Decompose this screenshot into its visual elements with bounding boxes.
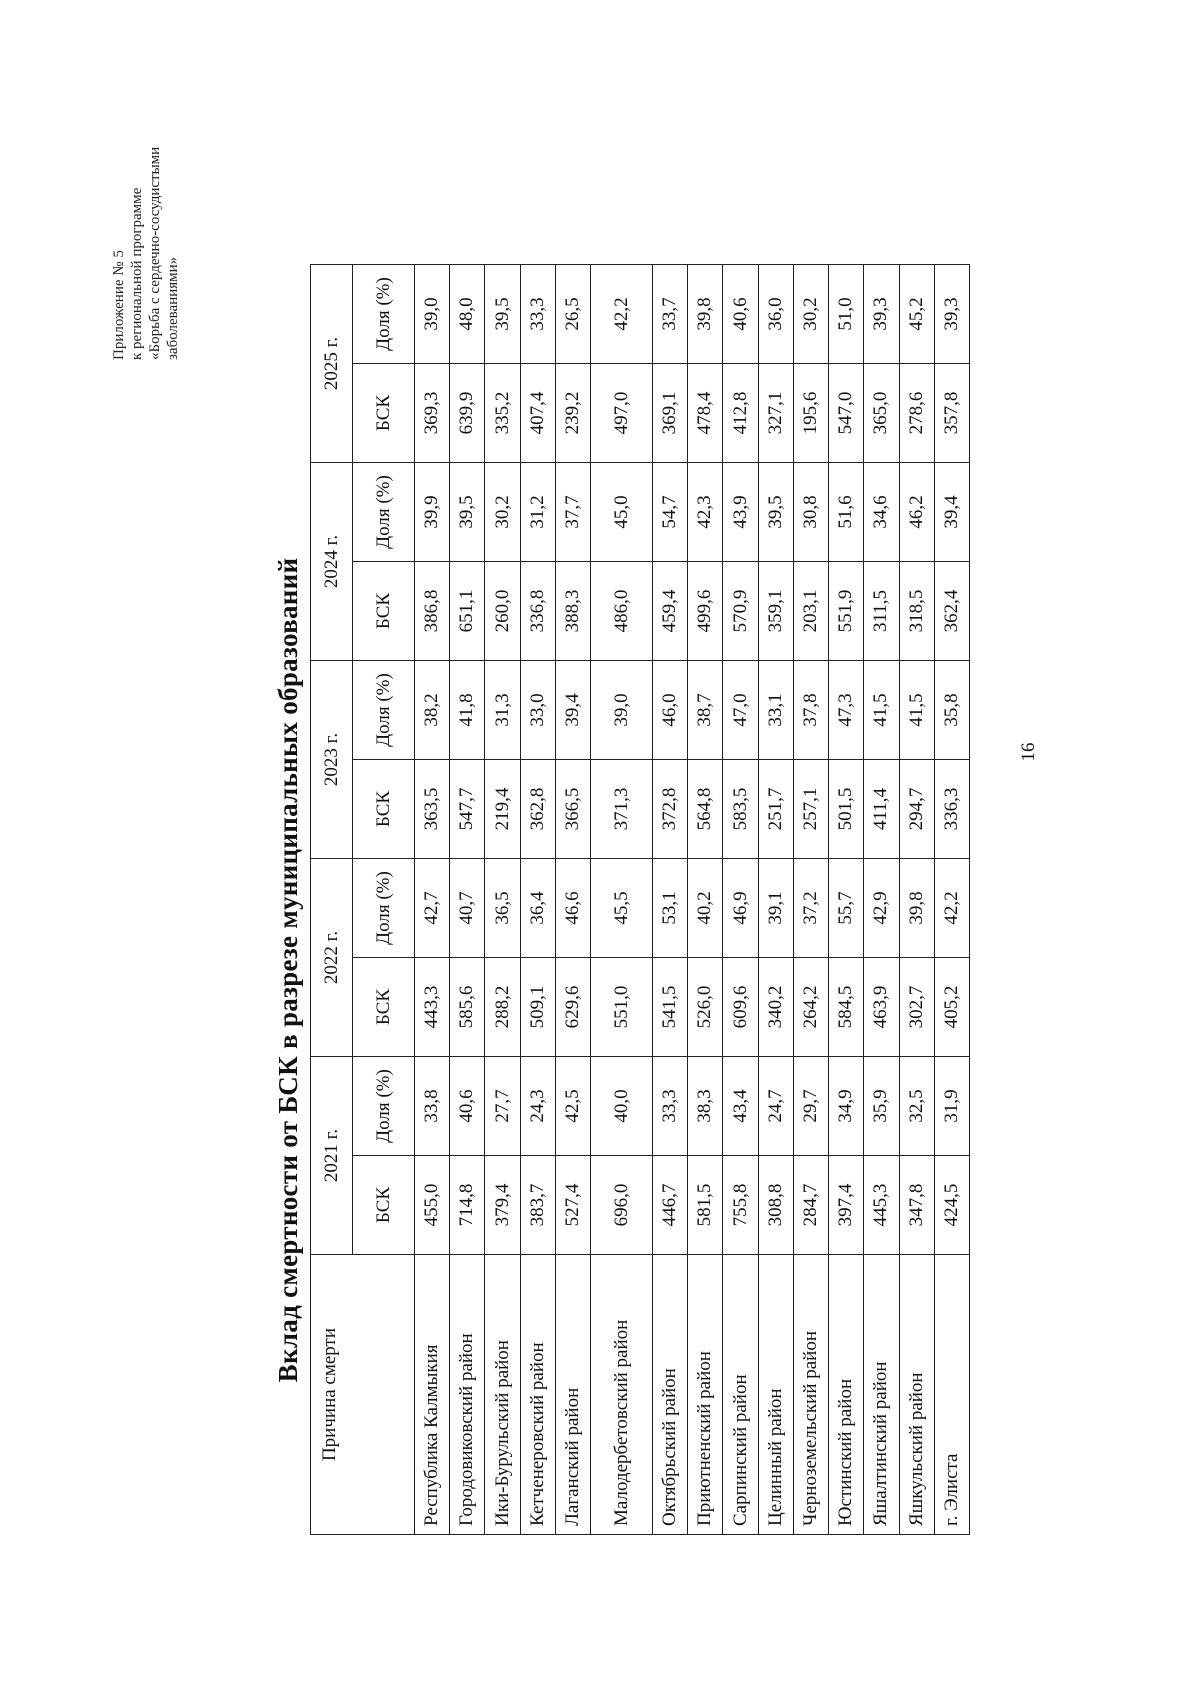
bsk-value-cell: 499,6 bbox=[688, 562, 723, 661]
share-value-cell: 53,1 bbox=[652, 859, 687, 958]
district-name-cell: Черноземельский район bbox=[793, 1255, 828, 1535]
bsk-value-cell: 366,5 bbox=[555, 760, 590, 859]
share-value-cell: 31,2 bbox=[520, 463, 555, 562]
annex-line-3: «Борьба с сердечно-сосудистыми bbox=[147, 146, 163, 360]
share-value-cell: 46,0 bbox=[652, 661, 687, 760]
bsk-value-cell: 357,8 bbox=[934, 364, 969, 463]
bsk-header: БСК bbox=[353, 364, 415, 463]
share-value-cell: 32,5 bbox=[899, 1057, 934, 1156]
share-value-cell: 33,0 bbox=[520, 661, 555, 760]
share-value-cell: 40,0 bbox=[591, 1057, 653, 1156]
bsk-value-cell: 509,1 bbox=[520, 958, 555, 1057]
share-value-cell: 36,0 bbox=[758, 265, 793, 364]
share-value-cell: 33,1 bbox=[758, 661, 793, 760]
bsk-value-cell: 219,4 bbox=[485, 760, 520, 859]
share-value-cell: 51,6 bbox=[829, 463, 864, 562]
table-row bbox=[415, 265, 450, 1535]
share-value-cell: 27,7 bbox=[485, 1057, 520, 1156]
bsk-value-cell: 363,5 bbox=[415, 760, 450, 859]
bsk-value-cell: 551,0 bbox=[591, 958, 653, 1057]
share-value-cell: 41,5 bbox=[864, 661, 899, 760]
share-header: Доля (%) bbox=[353, 463, 415, 562]
share-value-cell: 55,7 bbox=[829, 859, 864, 958]
table-row bbox=[652, 265, 687, 1535]
share-value-cell: 31,9 bbox=[934, 1057, 969, 1156]
table-row bbox=[934, 265, 969, 1535]
cause-header: Причина смерти bbox=[311, 1255, 415, 1535]
bsk-value-cell: 755,8 bbox=[723, 1156, 758, 1255]
share-header: Доля (%) bbox=[353, 661, 415, 760]
bsk-value-cell: 463,9 bbox=[864, 958, 899, 1057]
share-value-cell: 45,2 bbox=[899, 265, 934, 364]
share-value-cell: 45,5 bbox=[591, 859, 653, 958]
share-value-cell: 51,0 bbox=[829, 265, 864, 364]
bsk-value-cell: 365,0 bbox=[864, 364, 899, 463]
district-name-cell: г. Элиста bbox=[934, 1255, 969, 1535]
share-value-cell: 46,2 bbox=[899, 463, 934, 562]
share-value-cell: 34,9 bbox=[829, 1057, 864, 1156]
bsk-value-cell: 714,8 bbox=[450, 1156, 485, 1255]
bsk-value-cell: 362,8 bbox=[520, 760, 555, 859]
bsk-value-cell: 379,4 bbox=[485, 1156, 520, 1255]
annex-line-2: к региональной программе bbox=[129, 187, 145, 360]
bsk-value-cell: 294,7 bbox=[899, 760, 934, 859]
share-value-cell: 30,2 bbox=[793, 265, 828, 364]
share-value-cell: 47,0 bbox=[723, 661, 758, 760]
table-body bbox=[415, 265, 970, 1535]
share-value-cell: 38,2 bbox=[415, 661, 450, 760]
share-value-cell: 33,3 bbox=[520, 265, 555, 364]
bsk-value-cell: 195,6 bbox=[793, 364, 828, 463]
bsk-value-cell: 388,3 bbox=[555, 562, 590, 661]
share-value-cell: 35,9 bbox=[864, 1057, 899, 1156]
share-header: Доля (%) bbox=[353, 265, 415, 364]
bsk-value-cell: 260,0 bbox=[485, 562, 520, 661]
bsk-value-cell: 335,2 bbox=[485, 364, 520, 463]
share-value-cell: 39,1 bbox=[758, 859, 793, 958]
share-value-cell: 36,5 bbox=[485, 859, 520, 958]
bsk-value-cell: 359,1 bbox=[758, 562, 793, 661]
share-value-cell: 42,5 bbox=[555, 1057, 590, 1156]
share-header: Доля (%) bbox=[353, 1057, 415, 1156]
bsk-value-cell: 239,2 bbox=[555, 364, 590, 463]
table-row bbox=[450, 265, 485, 1535]
share-value-cell: 37,7 bbox=[555, 463, 590, 562]
share-value-cell: 26,5 bbox=[555, 265, 590, 364]
bsk-value-cell: 386,8 bbox=[415, 562, 450, 661]
bsk-value-cell: 629,6 bbox=[555, 958, 590, 1057]
district-name-cell: Сарпинский район bbox=[723, 1255, 758, 1535]
share-value-cell: 46,9 bbox=[723, 859, 758, 958]
annex-line-1: Приложение № 5 bbox=[111, 250, 127, 360]
district-name-cell: Яшкульский район bbox=[899, 1255, 934, 1535]
bsk-value-cell: 581,5 bbox=[688, 1156, 723, 1255]
bsk-value-cell: 407,4 bbox=[520, 364, 555, 463]
district-name-cell: Яшалтинский район bbox=[864, 1255, 899, 1535]
bsk-value-cell: 527,4 bbox=[555, 1156, 590, 1255]
bsk-value-cell: 371,3 bbox=[591, 760, 653, 859]
share-value-cell: 39,8 bbox=[688, 265, 723, 364]
year-header-2025: 2025 г. bbox=[311, 265, 353, 463]
share-value-cell: 40,6 bbox=[723, 265, 758, 364]
bsk-value-cell: 336,8 bbox=[520, 562, 555, 661]
share-value-cell: 40,2 bbox=[688, 859, 723, 958]
share-value-cell: 38,3 bbox=[688, 1057, 723, 1156]
bsk-value-cell: 203,1 bbox=[793, 562, 828, 661]
bsk-value-cell: 411,4 bbox=[864, 760, 899, 859]
table-row bbox=[591, 265, 653, 1535]
share-value-cell: 34,6 bbox=[864, 463, 899, 562]
bsk-value-cell: 486,0 bbox=[591, 562, 653, 661]
share-value-cell: 30,8 bbox=[793, 463, 828, 562]
share-value-cell: 39,5 bbox=[758, 463, 793, 562]
bsk-value-cell: 288,2 bbox=[485, 958, 520, 1057]
bsk-value-cell: 318,5 bbox=[899, 562, 934, 661]
annex-line-4: заболеваниями» bbox=[165, 256, 181, 360]
share-value-cell: 35,8 bbox=[934, 661, 969, 760]
share-value-cell: 37,8 bbox=[793, 661, 828, 760]
page-number: 16 bbox=[1018, 742, 1039, 762]
share-value-cell: 30,2 bbox=[485, 463, 520, 562]
bsk-value-cell: 526,0 bbox=[688, 958, 723, 1057]
district-name-cell: Кетченеровский район bbox=[520, 1255, 555, 1535]
share-value-cell: 33,7 bbox=[652, 265, 687, 364]
bsk-value-cell: 383,7 bbox=[520, 1156, 555, 1255]
bsk-value-cell: 696,0 bbox=[591, 1156, 653, 1255]
bsk-value-cell: 405,2 bbox=[934, 958, 969, 1057]
bsk-value-cell: 551,9 bbox=[829, 562, 864, 661]
bsk-value-cell: 347,8 bbox=[899, 1156, 934, 1255]
bsk-header: БСК bbox=[353, 760, 415, 859]
bsk-value-cell: 264,2 bbox=[793, 958, 828, 1057]
share-value-cell: 54,7 bbox=[652, 463, 687, 562]
table-row bbox=[723, 265, 758, 1535]
district-name-cell: Республика Калмыкия bbox=[415, 1255, 450, 1535]
bsk-value-cell: 478,4 bbox=[688, 364, 723, 463]
share-value-cell: 33,3 bbox=[652, 1057, 687, 1156]
year-header-2021: 2021 г. bbox=[311, 1057, 353, 1255]
bsk-value-cell: 412,8 bbox=[723, 364, 758, 463]
share-value-cell: 43,4 bbox=[723, 1057, 758, 1156]
district-name-cell: Приютненский район bbox=[688, 1255, 723, 1535]
share-value-cell: 39,0 bbox=[415, 265, 450, 364]
district-name-cell: Октябрьский район bbox=[652, 1255, 687, 1535]
share-value-cell: 46,6 bbox=[555, 859, 590, 958]
mortality-table-container bbox=[310, 265, 970, 1535]
table-row bbox=[864, 265, 899, 1535]
bsk-value-cell: 369,3 bbox=[415, 364, 450, 463]
bsk-value-cell: 564,8 bbox=[688, 760, 723, 859]
bsk-value-cell: 443,3 bbox=[415, 958, 450, 1057]
bsk-value-cell: 424,5 bbox=[934, 1156, 969, 1255]
share-header: Доля (%) bbox=[353, 859, 415, 958]
bsk-value-cell: 609,6 bbox=[723, 958, 758, 1057]
district-name-cell: Лаганский район bbox=[555, 1255, 590, 1535]
share-value-cell: 42,3 bbox=[688, 463, 723, 562]
share-value-cell: 33,8 bbox=[415, 1057, 450, 1156]
district-name-cell: Городовиковский район bbox=[450, 1255, 485, 1535]
share-value-cell: 39,0 bbox=[591, 661, 653, 760]
bsk-value-cell: 362,4 bbox=[934, 562, 969, 661]
mortality-table bbox=[310, 264, 970, 1535]
share-value-cell: 24,7 bbox=[758, 1057, 793, 1156]
bsk-value-cell: 327,1 bbox=[758, 364, 793, 463]
bsk-value-cell: 547,7 bbox=[450, 760, 485, 859]
bsk-value-cell: 369,1 bbox=[652, 364, 687, 463]
share-value-cell: 47,3 bbox=[829, 661, 864, 760]
share-value-cell: 39,3 bbox=[864, 265, 899, 364]
share-value-cell: 42,2 bbox=[591, 265, 653, 364]
share-value-cell: 31,3 bbox=[485, 661, 520, 760]
share-value-cell: 41,8 bbox=[450, 661, 485, 760]
district-name-cell: Малодербетовский район bbox=[591, 1255, 653, 1535]
bsk-value-cell: 397,4 bbox=[829, 1156, 864, 1255]
bsk-value-cell: 340,2 bbox=[758, 958, 793, 1057]
share-value-cell: 42,7 bbox=[415, 859, 450, 958]
share-value-cell: 39,8 bbox=[899, 859, 934, 958]
bsk-value-cell: 541,5 bbox=[652, 958, 687, 1057]
table-row bbox=[829, 265, 864, 1535]
document-title: Вклад смертности от БСК в разрезе муниципальных образований bbox=[273, 557, 303, 1383]
share-value-cell: 48,0 bbox=[450, 265, 485, 364]
bsk-value-cell: 651,1 bbox=[450, 562, 485, 661]
district-name-cell: Юстинский район bbox=[829, 1255, 864, 1535]
bsk-value-cell: 251,7 bbox=[758, 760, 793, 859]
bsk-value-cell: 459,4 bbox=[652, 562, 687, 661]
table-row bbox=[485, 265, 520, 1535]
year-header-2024: 2024 г. bbox=[311, 463, 353, 661]
bsk-value-cell: 311,5 bbox=[864, 562, 899, 661]
bsk-header: БСК bbox=[353, 958, 415, 1057]
bsk-value-cell: 639,9 bbox=[450, 364, 485, 463]
share-value-cell: 42,9 bbox=[864, 859, 899, 958]
share-value-cell: 41,5 bbox=[899, 661, 934, 760]
bsk-value-cell: 501,5 bbox=[829, 760, 864, 859]
share-value-cell: 45,0 bbox=[591, 463, 653, 562]
annex-header bbox=[110, 40, 210, 360]
table-row bbox=[793, 265, 828, 1535]
bsk-value-cell: 583,5 bbox=[723, 760, 758, 859]
share-value-cell: 42,2 bbox=[934, 859, 969, 958]
share-value-cell: 39,5 bbox=[485, 265, 520, 364]
bsk-value-cell: 284,7 bbox=[793, 1156, 828, 1255]
table-row bbox=[899, 265, 934, 1535]
share-value-cell: 24,3 bbox=[520, 1057, 555, 1156]
share-value-cell: 39,4 bbox=[934, 463, 969, 562]
bsk-value-cell: 302,7 bbox=[899, 958, 934, 1057]
bsk-value-cell: 308,8 bbox=[758, 1156, 793, 1255]
table-row bbox=[688, 265, 723, 1535]
bsk-value-cell: 497,0 bbox=[591, 364, 653, 463]
share-value-cell: 39,4 bbox=[555, 661, 590, 760]
bsk-value-cell: 257,1 bbox=[793, 760, 828, 859]
bsk-value-cell: 584,5 bbox=[829, 958, 864, 1057]
bsk-value-cell: 446,7 bbox=[652, 1156, 687, 1255]
year-header-2022: 2022 г. bbox=[311, 859, 353, 1057]
bsk-value-cell: 455,0 bbox=[415, 1156, 450, 1255]
bsk-header: БСК bbox=[353, 1156, 415, 1255]
bsk-value-cell: 585,6 bbox=[450, 958, 485, 1057]
bsk-value-cell: 372,8 bbox=[652, 760, 687, 859]
share-value-cell: 39,5 bbox=[450, 463, 485, 562]
bsk-value-cell: 570,9 bbox=[723, 562, 758, 661]
share-value-cell: 36,4 bbox=[520, 859, 555, 958]
bsk-value-cell: 547,0 bbox=[829, 364, 864, 463]
year-header-2023: 2023 г. bbox=[311, 661, 353, 859]
bsk-value-cell: 278,6 bbox=[899, 364, 934, 463]
share-value-cell: 37,2 bbox=[793, 859, 828, 958]
table-row bbox=[555, 265, 590, 1535]
district-name-cell: Целинный район bbox=[758, 1255, 793, 1535]
bsk-value-cell: 336,3 bbox=[934, 760, 969, 859]
district-name-cell: Ики-Бурульский район bbox=[485, 1255, 520, 1535]
bsk-header: БСК bbox=[353, 562, 415, 661]
table-row bbox=[520, 265, 555, 1535]
share-value-cell: 40,6 bbox=[450, 1057, 485, 1156]
share-value-cell: 38,7 bbox=[688, 661, 723, 760]
share-value-cell: 43,9 bbox=[723, 463, 758, 562]
bsk-value-cell: 445,3 bbox=[864, 1156, 899, 1255]
share-value-cell: 29,7 bbox=[793, 1057, 828, 1156]
share-value-cell: 39,9 bbox=[415, 463, 450, 562]
share-value-cell: 39,3 bbox=[934, 265, 969, 364]
table-row bbox=[758, 265, 793, 1535]
share-value-cell: 40,7 bbox=[450, 859, 485, 958]
